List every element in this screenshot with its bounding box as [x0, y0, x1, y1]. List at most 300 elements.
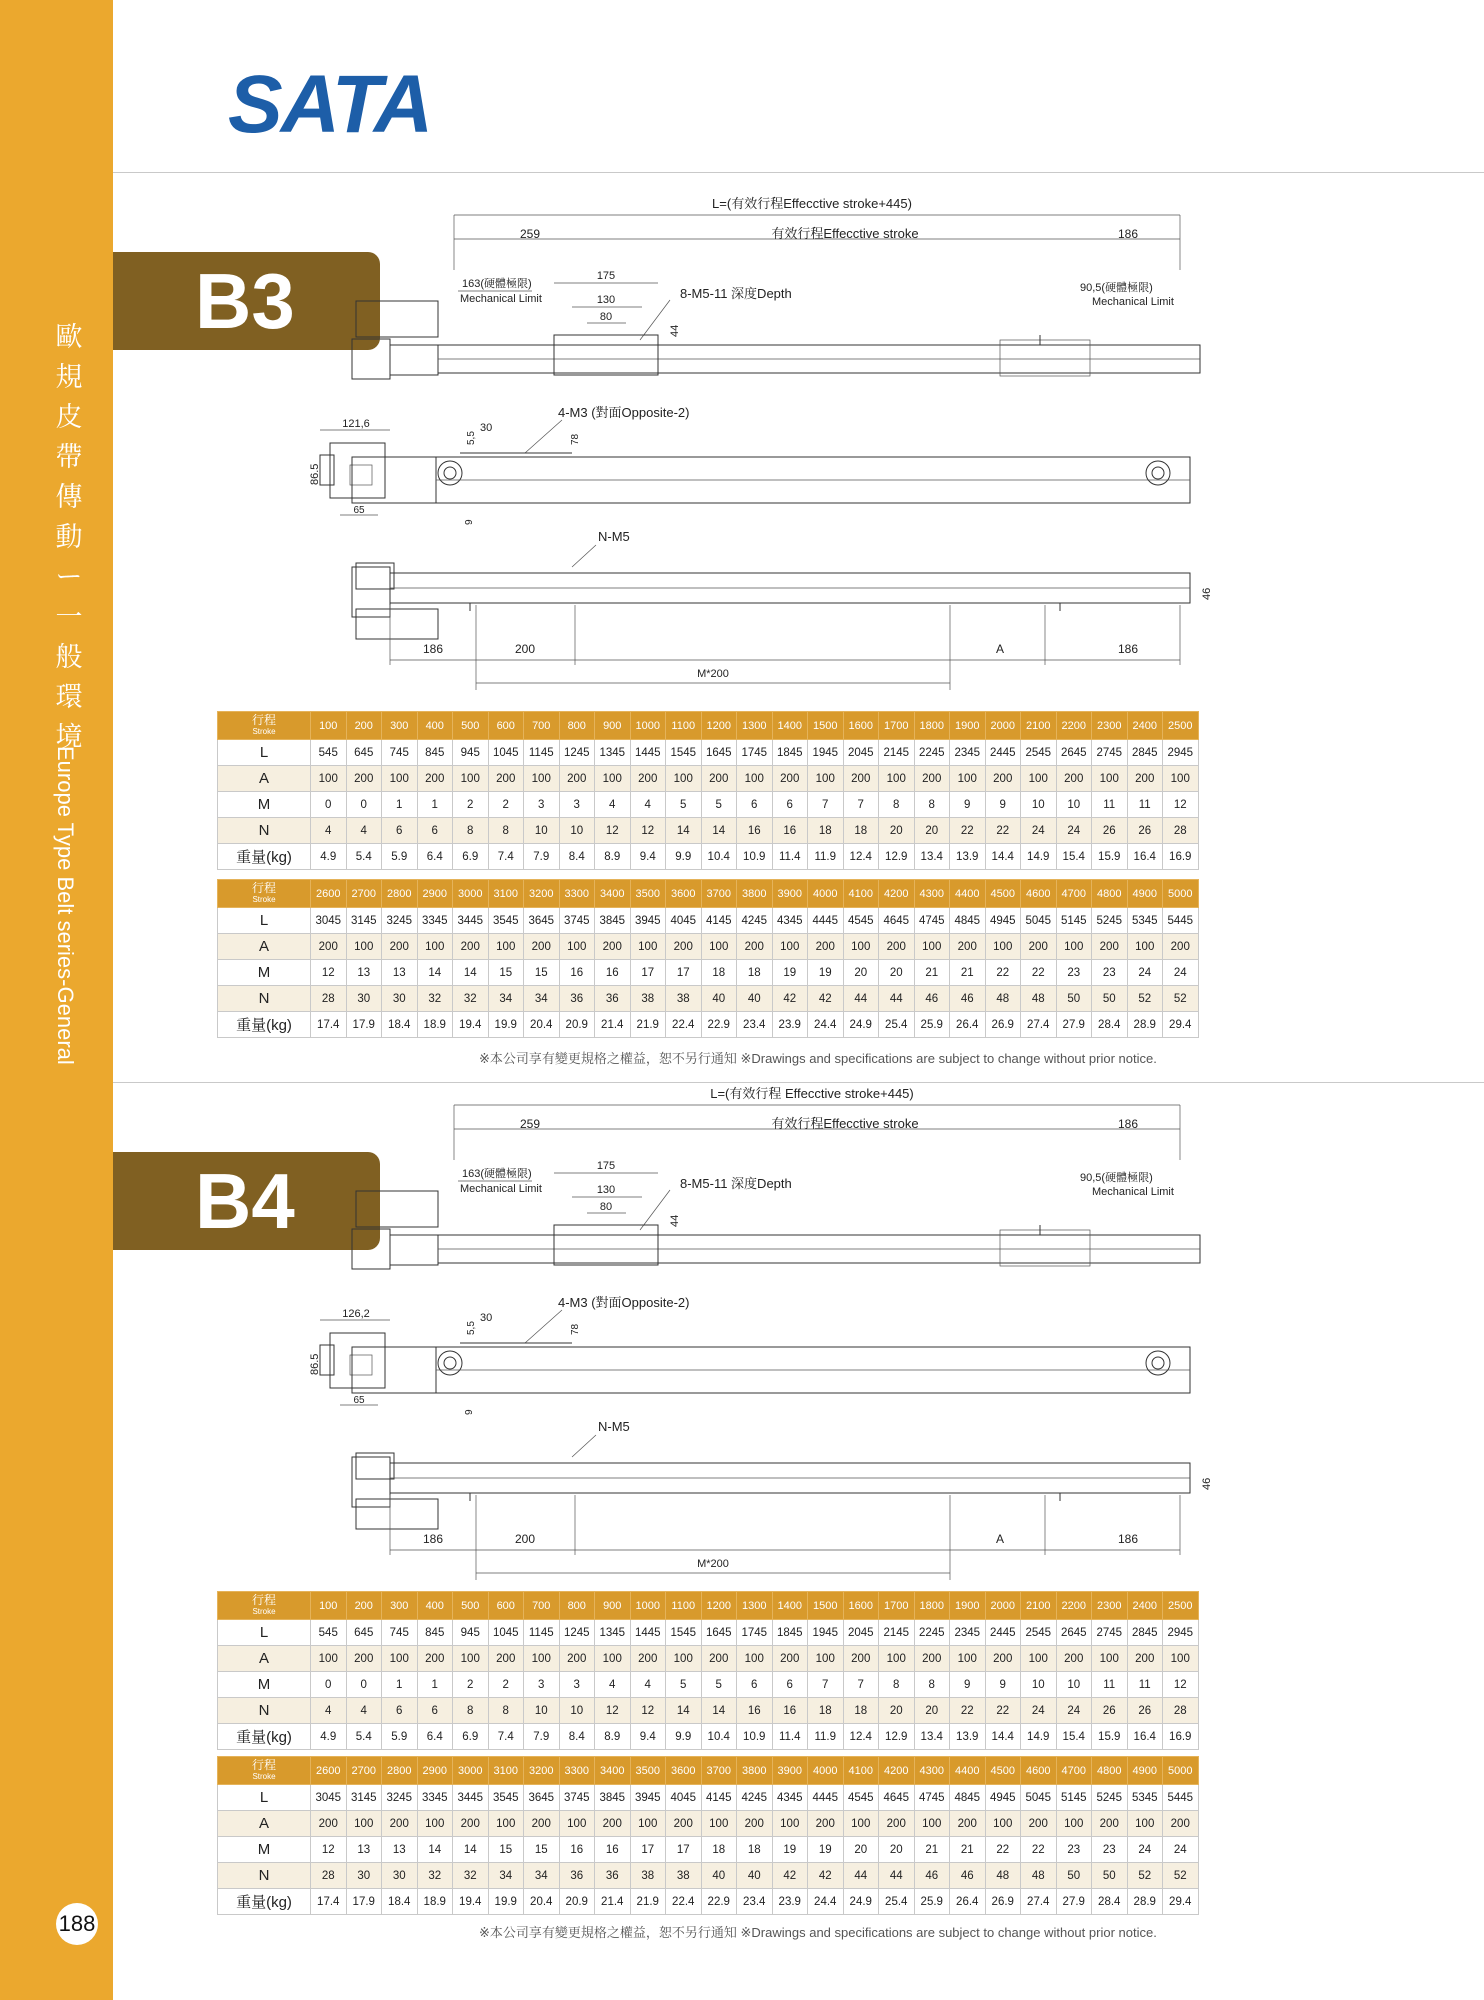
table-cell: 50 — [1092, 1863, 1128, 1889]
table-cell: 2545 — [1021, 1620, 1057, 1646]
table-cell: 32 — [417, 1863, 453, 1889]
table-cell: 100 — [843, 1811, 879, 1837]
spec-table-b4-1 — [217, 1591, 1199, 1750]
stroke-cell: 2700 — [346, 880, 382, 908]
table-cell: 52 — [1163, 986, 1199, 1012]
table-cell: 5145 — [1056, 908, 1092, 934]
table-cell: 26 — [1092, 818, 1128, 844]
table-cell: 200 — [1021, 1811, 1057, 1837]
table-cell: 200 — [808, 1811, 844, 1837]
table-cell: 24 — [1056, 818, 1092, 844]
table-cell: 15.4 — [1056, 844, 1092, 870]
table-cell: 10 — [1021, 1672, 1057, 1698]
table-cell: 1345 — [595, 1620, 631, 1646]
table-cell: 200 — [1163, 1811, 1199, 1837]
table-cell: 100 — [559, 1811, 595, 1837]
table-cell: 30 — [346, 986, 382, 1012]
table-cell: 11 — [1127, 792, 1163, 818]
dim-130: 130 — [596, 294, 616, 306]
stroke-cell: 3700 — [701, 1757, 737, 1785]
table-row — [218, 1811, 1199, 1837]
table-cell: 40 — [737, 986, 773, 1012]
table-cell: 7 — [843, 792, 879, 818]
stroke-cell: 200 — [346, 712, 382, 740]
table-cell: 100 — [737, 1646, 773, 1672]
stroke-cell: 4200 — [879, 1757, 915, 1785]
stroke-cell: 1400 — [772, 712, 808, 740]
stroke-header-row — [218, 1757, 1199, 1785]
table-cell: 6 — [382, 818, 418, 844]
table-cell: 23.9 — [772, 1889, 808, 1915]
table-row — [218, 1672, 1199, 1698]
table-cell: 16 — [737, 818, 773, 844]
table-cell: 4545 — [843, 908, 879, 934]
table-cell: 19 — [808, 960, 844, 986]
table-cell: 27.4 — [1021, 1889, 1057, 1915]
stroke-cell: 1700 — [879, 1592, 915, 1620]
table-cell: 24 — [1127, 960, 1163, 986]
table-cell: 200 — [666, 1811, 702, 1837]
table-cell: 4345 — [772, 908, 808, 934]
table-cell: 10 — [559, 818, 595, 844]
stroke-cell: 4800 — [1092, 1757, 1128, 1785]
table-cell: 100 — [737, 766, 773, 792]
table-cell: 15.9 — [1092, 844, 1128, 870]
table-cell: 5445 — [1163, 908, 1199, 934]
table-cell: 22 — [1021, 960, 1057, 986]
table-cell: 24 — [1021, 818, 1057, 844]
table-cell: 18.4 — [382, 1012, 418, 1038]
spec-table-b3-1 — [217, 711, 1199, 870]
stroke-cell: 3000 — [453, 880, 489, 908]
stroke-cell: 5000 — [1163, 1757, 1199, 1785]
table-cell: 100 — [985, 934, 1021, 960]
table-cell: 26 — [1127, 818, 1163, 844]
table-cell: 200 — [382, 934, 418, 960]
table-cell: 26 — [1092, 1698, 1128, 1724]
table-cell: 10 — [524, 1698, 560, 1724]
table-cell: 4345 — [772, 1785, 808, 1811]
table-cell: 8 — [488, 1698, 524, 1724]
table-cell: 4545 — [843, 1785, 879, 1811]
dim-bottom-a: A — [995, 642, 1005, 656]
table-cell: 200 — [595, 934, 631, 960]
table-cell: 3445 — [453, 908, 489, 934]
table-cell: 28.9 — [1127, 1012, 1163, 1038]
table-cell: 1 — [417, 1672, 453, 1698]
table-cell: 5 — [701, 1672, 737, 1698]
dim-80: 80 — [599, 1201, 613, 1213]
table-cell: 25.4 — [879, 1012, 915, 1038]
table-cell: 18.9 — [417, 1889, 453, 1915]
table-cell: 8 — [879, 1672, 915, 1698]
table-cell: 12 — [595, 818, 631, 844]
row-label: A — [218, 934, 311, 960]
table-cell: 14 — [453, 960, 489, 986]
table-cell: 14.4 — [985, 1724, 1021, 1750]
table-cell: 200 — [346, 1646, 382, 1672]
dim-9: 9 — [464, 1409, 475, 1415]
table-cell: 100 — [488, 1811, 524, 1837]
table-cell: 200 — [417, 1646, 453, 1672]
table-cell: 6.9 — [453, 1724, 489, 1750]
stroke-header-row — [218, 712, 1199, 740]
table-cell: 1045 — [488, 1620, 524, 1646]
table-cell: 2745 — [1092, 740, 1128, 766]
table-cell: 12.9 — [879, 844, 915, 870]
stroke-cell: 1100 — [666, 1592, 702, 1620]
model-band-b3: B3 — [113, 252, 380, 350]
table-cell: 100 — [985, 1811, 1021, 1837]
stroke-cell: 800 — [559, 712, 595, 740]
stroke-label: 行程 Stroke — [218, 1592, 311, 1620]
table-cell: 10.9 — [737, 844, 773, 870]
dim-30: 30 — [480, 422, 493, 434]
table-row — [218, 960, 1199, 986]
stroke-cell: 4500 — [985, 880, 1021, 908]
stroke-cell: 500 — [453, 712, 489, 740]
table-cell: 23.9 — [772, 1012, 808, 1038]
stroke-cell: 2600 — [311, 1757, 347, 1785]
table-cell: 4245 — [737, 1785, 773, 1811]
end-base: 65 — [353, 505, 365, 516]
table-cell: 20 — [879, 1698, 915, 1724]
table-cell: 200 — [1092, 1811, 1128, 1837]
table-cell: 8.4 — [559, 1724, 595, 1750]
sidebar — [0, 0, 113, 2000]
row-label: 重量(kg) — [218, 1012, 311, 1038]
table-cell: 745 — [382, 740, 418, 766]
table-cell: 3145 — [346, 908, 382, 934]
table-cell: 32 — [417, 986, 453, 1012]
stroke-cell: 4000 — [808, 880, 844, 908]
table-cell: 100 — [666, 766, 702, 792]
table-cell: 3845 — [595, 1785, 631, 1811]
table-cell: 1445 — [630, 1620, 666, 1646]
table-cell: 5045 — [1021, 1785, 1057, 1811]
table-cell: 100 — [1021, 766, 1057, 792]
thread-bottom-label: N-M5 — [598, 529, 630, 544]
dim-5-5: 5,5 — [466, 431, 477, 445]
disclaimer-note-b3 — [479, 1048, 1279, 1067]
table-cell: 545 — [311, 740, 347, 766]
table-cell: 3545 — [488, 908, 524, 934]
table-cell: 44 — [879, 1863, 915, 1889]
table-cell: 36 — [559, 1863, 595, 1889]
stroke-cell: 1900 — [950, 712, 986, 740]
table-cell: 5.9 — [382, 844, 418, 870]
row-label: M — [218, 792, 311, 818]
table-cell: 100 — [311, 1646, 347, 1672]
table-cell: 12 — [311, 960, 347, 986]
table-cell: 100 — [453, 1646, 489, 1672]
stroke-cell: 2200 — [1056, 712, 1092, 740]
table-cell: 3045 — [311, 1785, 347, 1811]
table-cell: 24.9 — [843, 1889, 879, 1915]
table-cell: 22.4 — [666, 1012, 702, 1038]
table-cell: 2 — [488, 1672, 524, 1698]
table-cell: 18 — [737, 960, 773, 986]
table-cell: 6.9 — [453, 844, 489, 870]
table-cell: 19 — [808, 1837, 844, 1863]
stroke-cell: 3000 — [453, 1757, 489, 1785]
table-cell: 4 — [595, 1672, 631, 1698]
stroke-cell: 1200 — [701, 712, 737, 740]
table-cell: 1 — [382, 1672, 418, 1698]
table-cell: 1245 — [559, 1620, 595, 1646]
table-cell: 19 — [772, 960, 808, 986]
table-cell: 200 — [1056, 766, 1092, 792]
stroke-cell: 2900 — [417, 1757, 453, 1785]
table-cell: 18 — [843, 1698, 879, 1724]
table-cell: 16 — [559, 1837, 595, 1863]
table-cell: 17 — [666, 1837, 702, 1863]
row-label: M — [218, 1837, 311, 1863]
stroke-cell: 1700 — [879, 712, 915, 740]
table-cell: 14 — [417, 960, 453, 986]
table-cell: 3445 — [453, 1785, 489, 1811]
table-cell: 48 — [1021, 1863, 1057, 1889]
table-cell: 200 — [701, 1646, 737, 1672]
table-cell: 1745 — [737, 740, 773, 766]
stroke-cell: 4700 — [1056, 1757, 1092, 1785]
stroke-cell: 2000 — [985, 1592, 1021, 1620]
table-cell: 11 — [1092, 1672, 1128, 1698]
table-cell: 100 — [772, 1811, 808, 1837]
table-cell: 38 — [630, 986, 666, 1012]
table-cell: 29.4 — [1163, 1012, 1199, 1038]
stroke-cell: 4400 — [950, 880, 986, 908]
table-cell: 28 — [311, 1863, 347, 1889]
thread-top-label: 8-M5-11 深度Depth — [680, 1176, 792, 1191]
table-cell: 3645 — [524, 1785, 560, 1811]
table-cell: 44 — [879, 986, 915, 1012]
table-cell: 23.4 — [737, 1012, 773, 1038]
table-cell: 2745 — [1092, 1620, 1128, 1646]
table-cell: 8 — [914, 1672, 950, 1698]
table-cell: 25.4 — [879, 1889, 915, 1915]
table-cell: 200 — [879, 1811, 915, 1837]
table-cell: 18 — [808, 1698, 844, 1724]
table-cell: 3 — [524, 792, 560, 818]
note-cn: ※本公司享有變更規格之權益，恕不另行通知 — [479, 1051, 737, 1066]
table-row — [218, 1785, 1199, 1811]
stroke-cell: 2000 — [985, 712, 1021, 740]
table-cell: 2845 — [1127, 1620, 1163, 1646]
table-cell: 4045 — [666, 1785, 702, 1811]
table-cell: 14 — [666, 1698, 702, 1724]
table-cell: 2245 — [914, 1620, 950, 1646]
drawing-svg — [300, 1085, 1240, 1610]
table-cell: 22 — [985, 1837, 1021, 1863]
table-cell: 100 — [595, 766, 631, 792]
table-cell: 1645 — [701, 1620, 737, 1646]
table-cell: 6 — [737, 1672, 773, 1698]
table-cell: 15.9 — [1092, 1724, 1128, 1750]
table-cell: 12.4 — [843, 1724, 879, 1750]
table-cell: 46 — [914, 986, 950, 1012]
drawing-svg — [300, 195, 1240, 720]
note-cn: ※本公司享有變更規格之權益，恕不另行通知 — [479, 1925, 737, 1940]
stroke-label: 行程 Stroke — [218, 712, 311, 740]
table-cell: 4 — [311, 818, 347, 844]
table-cell: 28 — [311, 986, 347, 1012]
table-cell: 20 — [843, 960, 879, 986]
stroke-cell: 3700 — [701, 880, 737, 908]
table-cell: 23 — [1056, 1837, 1092, 1863]
section-divider — [113, 1082, 1484, 1083]
stroke-cell: 3500 — [630, 880, 666, 908]
dim-46: 46 — [1201, 1477, 1213, 1490]
table-cell: 25.9 — [914, 1012, 950, 1038]
row-label: N — [218, 1863, 311, 1889]
table-cell: 40 — [701, 1863, 737, 1889]
table-cell: 0 — [346, 1672, 382, 1698]
table-cell: 3 — [559, 1672, 595, 1698]
stroke-cell: 1400 — [772, 1592, 808, 1620]
table-cell: 40 — [701, 986, 737, 1012]
table-cell: 3245 — [382, 1785, 418, 1811]
table-cell: 26.9 — [985, 1889, 1021, 1915]
table-cell: 24 — [1163, 960, 1199, 986]
table-cell: 5445 — [1163, 1785, 1199, 1811]
table-cell: 6 — [772, 792, 808, 818]
table-cell: 100 — [382, 766, 418, 792]
stroke-cell: 5000 — [1163, 880, 1199, 908]
table-row — [218, 1863, 1199, 1889]
table-cell: 12 — [1163, 792, 1199, 818]
table-row — [218, 740, 1199, 766]
table-cell: 14.4 — [985, 844, 1021, 870]
table-cell: 22 — [950, 1698, 986, 1724]
stroke-cell: 700 — [524, 712, 560, 740]
table-cell: 1 — [417, 792, 453, 818]
table-cell: 9 — [985, 1672, 1021, 1698]
sata-logo — [226, 62, 446, 142]
disclaimer-note-b4 — [479, 1922, 1279, 1941]
stroke-cell: 4300 — [914, 880, 950, 908]
table-cell: 29.4 — [1163, 1889, 1199, 1915]
table-cell: 200 — [772, 766, 808, 792]
table-cell: 19.9 — [488, 1889, 524, 1915]
table-cell: 28.9 — [1127, 1889, 1163, 1915]
table-cell: 20 — [914, 1698, 950, 1724]
table-cell: 8.9 — [595, 1724, 631, 1750]
table-cell: 22 — [985, 1698, 1021, 1724]
table-cell: 13 — [346, 1837, 382, 1863]
dim-5-5: 5,5 — [466, 1321, 477, 1335]
stroke-cell: 1500 — [808, 712, 844, 740]
stroke-cell: 3200 — [524, 1757, 560, 1785]
table-cell: 100 — [1127, 1811, 1163, 1837]
dim-44: 44 — [669, 1214, 681, 1227]
row-label: N — [218, 818, 311, 844]
stroke-cell: 600 — [488, 712, 524, 740]
limit-right-cn: 90,5(硬體極限) — [1080, 1172, 1153, 1184]
table-cell: 42 — [772, 986, 808, 1012]
table-cell: 100 — [1056, 1811, 1092, 1837]
stroke-cell: 4300 — [914, 1757, 950, 1785]
table-cell: 100 — [950, 1646, 986, 1672]
table-cell: 1 — [382, 792, 418, 818]
table-cell: 4845 — [950, 908, 986, 934]
table-cell: 200 — [1127, 1646, 1163, 1672]
table-cell: 42 — [808, 986, 844, 1012]
table-cell: 9.9 — [666, 844, 702, 870]
table-cell: 23 — [1092, 960, 1128, 986]
table-cell: 24.9 — [843, 1012, 879, 1038]
stroke-cell: 600 — [488, 1592, 524, 1620]
table-cell: 2045 — [843, 1620, 879, 1646]
stroke-cell: 1500 — [808, 1592, 844, 1620]
table-cell: 16 — [559, 960, 595, 986]
table-cell: 7.4 — [488, 1724, 524, 1750]
table-cell: 200 — [453, 1811, 489, 1837]
table-cell: 8 — [453, 818, 489, 844]
table-cell: 17 — [630, 1837, 666, 1863]
table-cell: 36 — [559, 986, 595, 1012]
stroke-label: 有效行程Effecctive stroke — [771, 1116, 919, 1131]
table-cell: 14 — [453, 1837, 489, 1863]
table-cell: 200 — [488, 766, 524, 792]
thread-top-label: 8-M5-11 深度Depth — [680, 286, 792, 301]
table-cell: 10.4 — [701, 1724, 737, 1750]
table-cell: 1245 — [559, 740, 595, 766]
table-cell: 10 — [1056, 1672, 1092, 1698]
thread-bottom-label: N-M5 — [598, 1419, 630, 1434]
table-cell: 34 — [524, 986, 560, 1012]
table-cell: 17.9 — [346, 1889, 382, 1915]
table-cell: 2345 — [950, 1620, 986, 1646]
stroke-cell: 2400 — [1127, 712, 1163, 740]
table-cell: 645 — [346, 1620, 382, 1646]
stroke-cell: 1000 — [630, 712, 666, 740]
table-cell: 1945 — [808, 1620, 844, 1646]
technical-drawing-b4 — [300, 1085, 1240, 1610]
table-cell: 200 — [737, 1811, 773, 1837]
table-cell: 16 — [595, 1837, 631, 1863]
table-cell: 48 — [985, 1863, 1021, 1889]
stroke-cell: 100 — [311, 712, 347, 740]
table-cell: 12 — [630, 818, 666, 844]
stroke-cell: 4700 — [1056, 880, 1092, 908]
table-cell: 200 — [417, 766, 453, 792]
table-cell: 10 — [559, 1698, 595, 1724]
table-cell: 6 — [737, 792, 773, 818]
table-cell: 38 — [666, 986, 702, 1012]
stroke-cell: 2900 — [417, 880, 453, 908]
end-width: 126,2 — [342, 1308, 370, 1320]
table-cell: 200 — [985, 766, 1021, 792]
table-cell: 2945 — [1163, 740, 1199, 766]
stroke-cell: 4000 — [808, 1757, 844, 1785]
spec-table-b4-2 — [217, 1756, 1199, 1915]
table-cell: 23 — [1092, 1837, 1128, 1863]
table-cell: 28 — [1163, 1698, 1199, 1724]
table-cell: 36 — [595, 986, 631, 1012]
table-row — [218, 792, 1199, 818]
table-cell: 26.9 — [985, 1012, 1021, 1038]
dim-30: 30 — [480, 1312, 493, 1324]
table-cell: 100 — [879, 766, 915, 792]
table-cell: 200 — [1127, 766, 1163, 792]
table-row — [218, 844, 1199, 870]
table-cell: 4645 — [879, 908, 915, 934]
table-cell: 5245 — [1092, 1785, 1128, 1811]
row-label: N — [218, 1698, 311, 1724]
table-cell: 28.4 — [1092, 1889, 1128, 1915]
table-cell: 21.9 — [630, 1012, 666, 1038]
